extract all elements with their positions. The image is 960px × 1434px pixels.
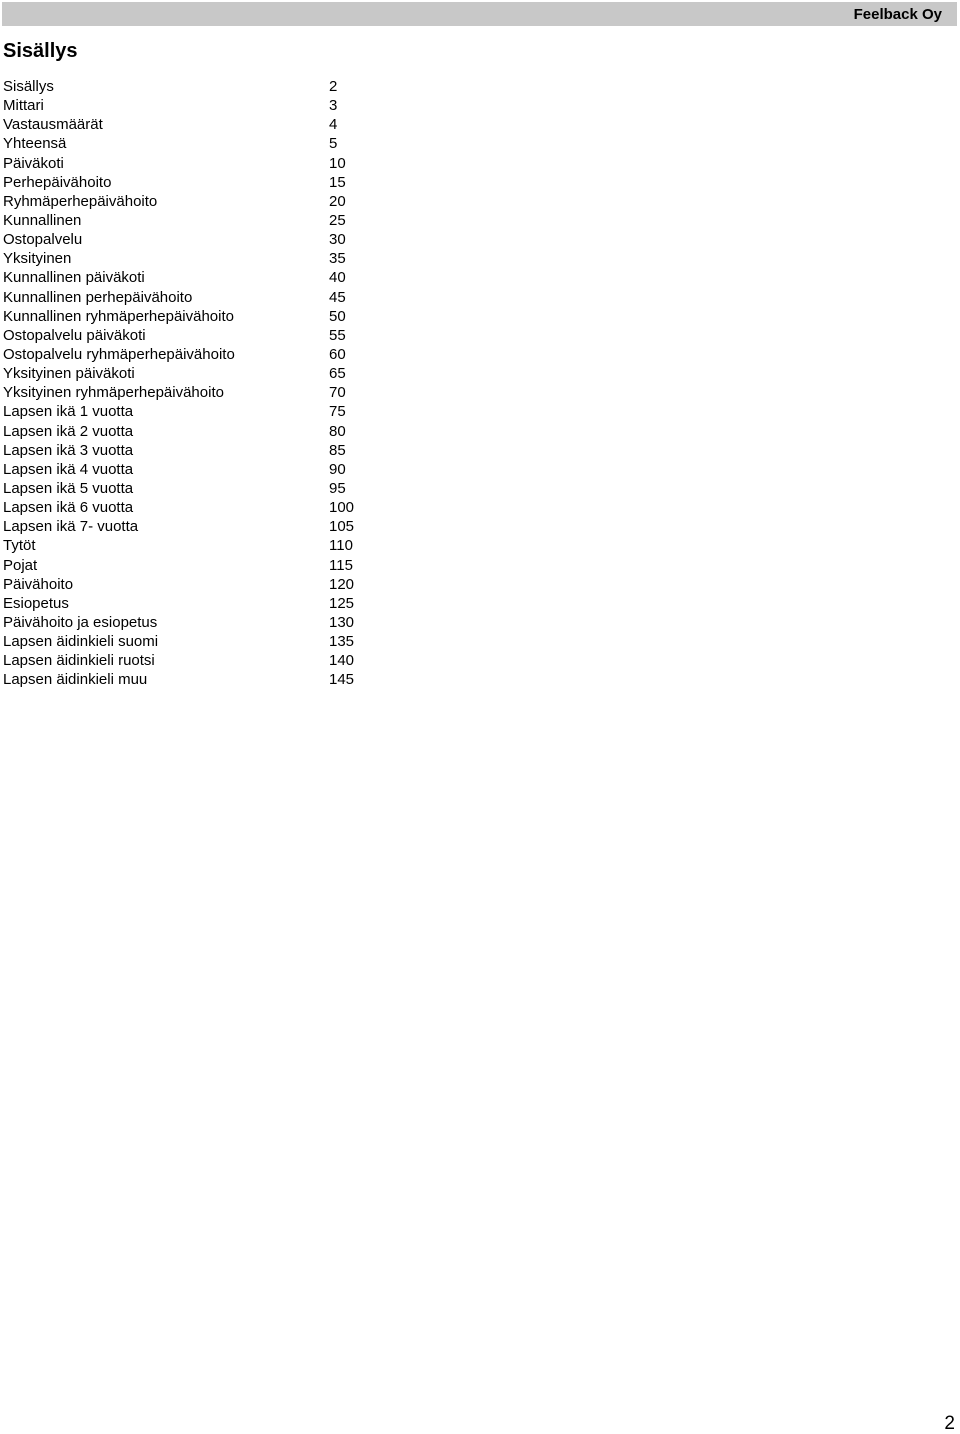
toc-entry-page: 40 xyxy=(329,269,346,287)
toc-entry-page: 105 xyxy=(329,518,355,536)
toc-entry[interactable] xyxy=(3,134,383,153)
toc-entry-page: 85 xyxy=(329,441,346,459)
toc-entry[interactable] xyxy=(3,441,383,460)
toc-entry-label: Tytöt xyxy=(3,537,36,555)
toc-entry[interactable] xyxy=(3,460,383,479)
toc-entry-label: Yksityinen xyxy=(3,250,72,268)
toc-entry-page: 140 xyxy=(329,652,355,670)
toc-entry-page: 115 xyxy=(329,556,353,574)
toc-entry[interactable] xyxy=(3,115,383,134)
header-bar xyxy=(2,2,957,26)
toc-entry[interactable] xyxy=(3,670,383,689)
toc-entry[interactable] xyxy=(3,345,383,364)
toc-entry[interactable] xyxy=(3,422,383,441)
toc-entry-label: Yksityinen ryhmäperhepäivähoito xyxy=(3,384,224,402)
toc-entry-page: 90 xyxy=(329,460,346,478)
toc-entry-label: Lapsen ikä 7- vuotta xyxy=(3,518,139,536)
toc-entry[interactable] xyxy=(3,288,383,307)
toc-entry-label: Kunnallinen ryhmäperhepäivähoito xyxy=(3,307,234,325)
toc-entry-page: 55 xyxy=(329,326,346,344)
toc-entry-label: Päivähoito xyxy=(3,575,74,593)
toc-entry-page: 60 xyxy=(329,345,346,363)
toc-entry[interactable] xyxy=(3,173,383,192)
toc-entry-label: Päivähoito ja esiopetus xyxy=(3,613,158,631)
toc-entry-label: Päiväkoti xyxy=(3,154,64,172)
toc-entry[interactable] xyxy=(3,632,383,651)
toc-entry-page: 95 xyxy=(329,479,346,497)
toc-entry-label: Yksityinen päiväkoti xyxy=(3,365,135,383)
toc-entry-label: Sisällys xyxy=(3,78,54,95)
toc-entry[interactable] xyxy=(3,575,383,594)
toc-entry-page: 145 xyxy=(329,671,355,689)
toc-entry-page: 10 xyxy=(329,154,346,172)
toc-entry[interactable] xyxy=(3,594,383,613)
toc-entry-page: 20 xyxy=(329,192,346,210)
toc-entry[interactable] xyxy=(3,307,383,326)
toc-entry-label: Lapsen ikä 1 vuotta xyxy=(3,403,134,421)
toc-entry-label: Lapsen ikä 4 vuotta xyxy=(3,460,134,478)
table-of-contents xyxy=(3,77,383,690)
toc-entry[interactable] xyxy=(3,613,383,632)
toc-entry[interactable] xyxy=(3,96,383,115)
toc-entry-label: Pojat xyxy=(3,556,38,574)
toc-entry-page: 5 xyxy=(329,135,338,153)
toc-entry-page: 50 xyxy=(329,307,346,325)
toc-entry-label: Lapsen ikä 5 vuotta xyxy=(3,479,134,497)
toc-entry-label: Lapsen äidinkieli ruotsi xyxy=(3,652,155,670)
toc-entry-label: Lapsen ikä 2 vuotta xyxy=(3,422,134,440)
toc-entry-label: Vastausmäärät xyxy=(3,116,103,134)
toc-entry-page: 25 xyxy=(329,211,346,229)
toc-entry[interactable] xyxy=(3,211,383,230)
toc-entry-page: 135 xyxy=(329,633,355,651)
page-number: 2 xyxy=(944,1413,955,1434)
toc-entry-label: Ostopalvelu päiväkoti xyxy=(3,326,146,344)
toc-entry-page: 80 xyxy=(329,422,346,440)
toc-entry[interactable] xyxy=(3,651,383,670)
toc-entry-page: 110 xyxy=(329,537,353,555)
toc-entry[interactable] xyxy=(3,402,383,421)
toc-entry[interactable] xyxy=(3,268,383,287)
toc-entry-label: Lapsen ikä 6 vuotta xyxy=(3,499,134,517)
toc-entry-page: 120 xyxy=(329,575,355,593)
page-title: Sisällys xyxy=(3,40,78,62)
toc-entry[interactable] xyxy=(3,154,383,173)
toc-entry-page: 35 xyxy=(329,250,346,268)
toc-entry-page: 30 xyxy=(329,231,346,249)
toc-entry-page: 2 xyxy=(329,78,338,95)
toc-entry-page: 4 xyxy=(329,116,338,134)
toc-entry[interactable] xyxy=(3,364,383,383)
toc-entry[interactable] xyxy=(3,517,383,536)
toc-entry[interactable] xyxy=(3,383,383,402)
toc-entry-page: 125 xyxy=(329,594,355,612)
company-name: Feelback Oy xyxy=(853,6,942,23)
toc-entry-label: Ostopalvelu ryhmäperhepäivähoito xyxy=(3,345,235,363)
toc-entry-label: Yhteensä xyxy=(3,135,67,153)
toc-entry-page: 100 xyxy=(329,499,355,517)
toc-entry[interactable] xyxy=(3,498,383,517)
toc-entry-label: Ostopalvelu xyxy=(3,231,83,249)
toc-entry-label: Lapsen äidinkieli suomi xyxy=(3,633,159,651)
toc-entry-label: Kunnallinen perhepäivähoito xyxy=(3,288,193,306)
toc-entry-page: 15 xyxy=(329,173,346,191)
toc-entry-label: Kunnallinen päiväkoti xyxy=(3,269,145,287)
toc-entry-page: 65 xyxy=(329,365,346,383)
toc-entry[interactable] xyxy=(3,556,383,575)
toc-entry-label: Lapsen ikä 3 vuotta xyxy=(3,441,134,459)
toc-entry-page: 70 xyxy=(329,384,346,402)
toc-entry[interactable] xyxy=(3,249,383,268)
toc-entry[interactable] xyxy=(3,77,383,96)
toc-entry-label: Lapsen äidinkieli muu xyxy=(3,671,148,689)
toc-entry[interactable] xyxy=(3,479,383,498)
toc-entry-label: Perhepäivähoito xyxy=(3,173,112,191)
toc-entry[interactable] xyxy=(3,230,383,249)
toc-entry-label: Mittari xyxy=(3,97,44,115)
toc-entry-label: Ryhmäperhepäivähoito xyxy=(3,192,158,210)
toc-entry-page: 75 xyxy=(329,403,346,421)
toc-entry-label: Kunnallinen xyxy=(3,211,82,229)
toc-entry-label: Esiopetus xyxy=(3,594,69,612)
toc-entry[interactable] xyxy=(3,536,383,555)
toc-entry-page: 130 xyxy=(329,613,355,631)
toc-entry-page: 3 xyxy=(329,97,338,115)
toc-entry[interactable] xyxy=(3,326,383,345)
toc-entry-page: 45 xyxy=(329,288,346,306)
toc-entry[interactable] xyxy=(3,192,383,211)
